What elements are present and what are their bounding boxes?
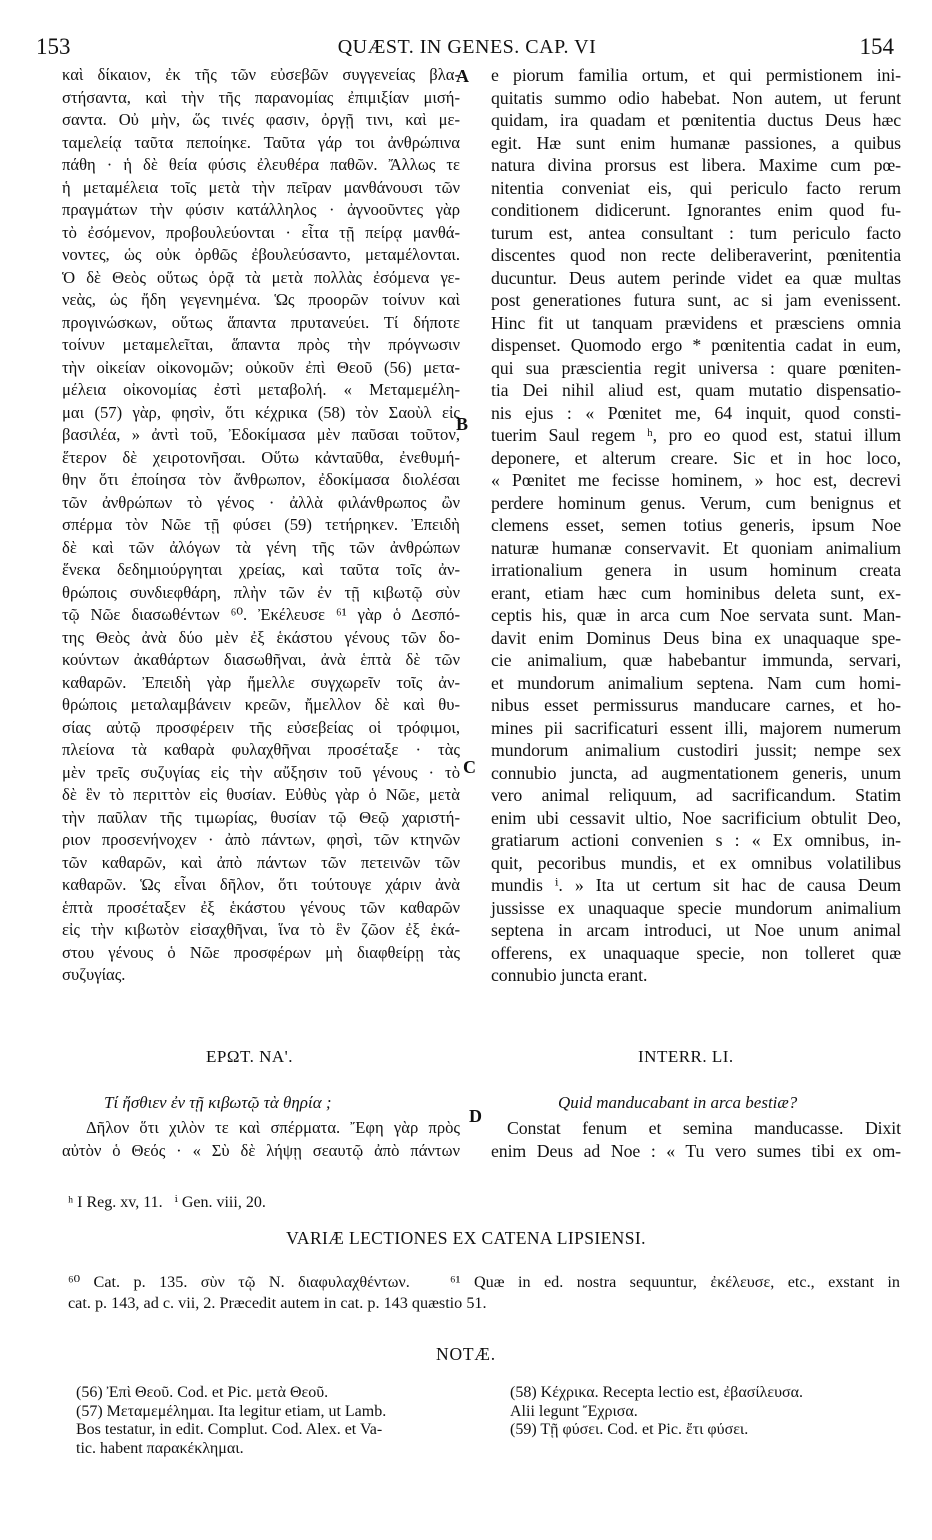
greek-line: νοντες, ὡς οὐκ ὀρθῶς ἐβουλεύσαντο, μεταμέλονται. — [62, 245, 460, 264]
latin-column — [491, 64, 901, 987]
latin-line: clemens esset, semen totius generis, ipsum Noe — [491, 515, 901, 535]
running-title: QUÆST. IN GENES. CAP. VI — [337, 36, 597, 58]
greek-line: συζυγίας. — [62, 965, 126, 984]
latin-line: vero animal reliquum, ad sacrificandum. Statim — [491, 785, 901, 805]
notes-left-column — [76, 1384, 476, 1458]
greek-line: ἕτερον δὲ χειροτονῆσαι. Οὕτω κἀνταῦθα, ἐνεθυμή- — [62, 447, 460, 467]
greek-line: θρώποις συνδιεφθάρη, πλὴν τῶν ἐν τῇ κιβωτῷ σὺν — [62, 582, 460, 602]
page-number-left: 153 — [36, 34, 71, 59]
latin-answer-line: Constat fenum et semina manducasse. Dixit — [507, 1118, 901, 1138]
latin-line: turum est, antea consultant : tum periculo facto — [491, 222, 901, 243]
latin-line: natura divina prorsus est libera. Maxime cum pœ- — [491, 155, 901, 175]
latin-line: deponere, et alterum creare. Sic et in hoc loco, — [491, 447, 901, 468]
latin-line: offerens, ex unaquaque specie, non tolleret quæ — [491, 942, 901, 963]
margin-marker-c: C — [463, 757, 476, 777]
greek-question: Τί ἤσθιεν ἐν τῇ κιβωτῷ τὰ θηρία ; — [104, 1093, 332, 1112]
greek-line: πλείονα τὰ καθαρὰ φυλαχθῆναι προσέταξε · τὰς — [62, 740, 460, 759]
notes-right-column — [510, 1384, 906, 1440]
greek-line: τῶν ἀνθρώπων τὸ γένος · ἀλλὰ φιλάνθρωπος ὢν — [62, 492, 460, 512]
greek-line: κούντων ἀκαθάρτων διασωθῆναι, ἀνὰ ἑπτὰ δὲ τῶν — [62, 650, 460, 669]
latin-line: mines pii sacrificaturi essent illi, majorem numerum — [491, 717, 901, 738]
greek-line: μὲν τρεῖς συζυγίας εἰς τὴν αὔξησιν τοῦ γένους · τὸ — [62, 762, 460, 782]
latin-line: qui sua præscientia regit universa : quare pœniten- — [491, 357, 901, 378]
greek-line: νεὰς, ὡς ἤδη γεγενημένα. Ὡς προορῶν τοίνυν καὶ — [62, 290, 460, 309]
greek-line: δὲ καὶ τῶν ἀλόγων τὰ γένη τῆς τῶν ἀνθρώπων — [62, 537, 460, 557]
note-line: (58) Κέχρικα. Recepta lectio est, ἐβασίλευσα. — [510, 1384, 804, 1401]
greek-line: θην ὅτι ἐποίησα τὸν ἄνθρωπον, ἐδοκίμασα διολέσαι — [62, 470, 460, 489]
latin-line: e piorum familia ortum, et qui permistionem ini- — [491, 65, 901, 85]
latin-line: nitentia conveniat eis, qui periculo facto rerum — [491, 177, 901, 198]
greek-line: τὸ ἐσόμενον, προβουλεύονται · εἶτα τῇ πείρᾳ μανθά- — [62, 222, 460, 242]
greek-line: ἑπτὰ προσέταξεν ἐξ ἑκάστου γένους τῶν καθαρῶν — [62, 897, 460, 917]
greek-line: ταμελείᾳ ταῦτα πεποίηκε. Ταῦτα γάρ τοι ἀνθρώπινα — [62, 132, 460, 152]
latin-line: mundis ⁱ. » Ita ut certum sit hac de causa Deum — [491, 875, 901, 895]
latin-line: irrationalium genera in usum hominum creata — [491, 560, 901, 580]
note-line: (59) Τῇ φύσει. Cod. et Pic. ἔτι φύσει. — [510, 1421, 749, 1438]
latin-line: jussisse ex unaquaque specie mundorum animalium — [491, 897, 901, 918]
page-header — [30, 34, 904, 64]
latin-line: discentes quod non recte deliberaverint, pœnitentia — [491, 245, 901, 265]
latin-line: nis ejus : « Pœnitet me, 64 inquit, quod consti- — [491, 402, 901, 423]
latin-line: post generationes futura sunt, ac si jam evenissent. — [491, 290, 901, 310]
greek-section-heading: ΕΡΩΤ. ΝΑ'. — [206, 1047, 293, 1066]
greek-line: καθαρῶν. Ὡς εἶναι δῆλον, ὅτι τούτουγε χάριν ἀνὰ — [62, 875, 460, 894]
greek-line: τοίνυν μεταμελεῖται, ἅπαντα πρὸς τὴν πρόγνωσιν — [62, 335, 460, 354]
greek-line: τῷ Νῶε διασωθέντων ⁶⁰. Ἐκέλευσε ⁶¹ γὰρ ὁ Δεσπό- — [62, 605, 460, 624]
greek-line: καθαρῶν. Ἐπειδὴ γὰρ ἤμελλε συγχωρεῖν τοῖς ἀν- — [62, 672, 460, 692]
greek-line: στου γένους ὁ Νῶε προσφέρων μὴ διαφθείρῃ τὰς — [62, 942, 460, 962]
note-line: tic. habent παρακέκλημαι. — [76, 1439, 244, 1457]
variae-line: cat. p. 143, ad c. vii, 2. Præcedit autem in cat. p. 143 quæstio 51. — [68, 1294, 487, 1312]
latin-line: conditionem didicerunt. Ignorantes enim quod fu- — [491, 200, 901, 220]
latin-line: ducuntur. Deus autem perinde videt ea quæ multas — [491, 267, 901, 288]
greek-line: καὶ δίκαιον, ἐκ τῆς τῶν εὐσεβῶν συγγενείας βλα- — [62, 65, 460, 84]
latin-question: Quid manducabant in arca bestiæ? — [558, 1093, 798, 1112]
latin-line: connubio juncta erant. — [491, 965, 648, 985]
greek-line: θρώποις μεταλαμβάνειν κρεῶν, ἤμελλον δὲ καὶ θυ- — [62, 695, 460, 714]
margin-marker-b: B — [456, 414, 469, 434]
latin-line: quit, pecoribus mundis, et ex omnibus volatilibus — [491, 852, 901, 873]
greek-line: σίας αὐτῷ προσφέρειν τῆς εὐσεβείας οἱ τρόφιμοι, — [62, 717, 460, 737]
latin-line: quitatis summo odio habebat. Non autem, ut ferunt — [491, 87, 901, 108]
greek-line: σπέρμα τὸν Νῶε τῇ φύσει (59) τετήρηκεν. Ἐπειδὴ — [62, 515, 460, 534]
latin-line: septena in arcam introduci, ut Noe unum animal — [491, 920, 901, 940]
latin-line: mundorum animalium custodiri jussit; nempe sex — [491, 740, 901, 760]
greek-line: μαι (57) γὰρ, φησὶν, ὅτι κέχρικα (58) τὸν Σαοὺλ εἰς — [62, 402, 460, 422]
greek-line: μέλεια οἰκονομίας ἐστὶ μεταβολή. « Μεταμεμέλη- — [62, 380, 460, 399]
greek-line: σαντα. Οὐ μὴν, ὥς τινές φασιν, ὀργῇ τινι, καὶ με- — [62, 110, 460, 129]
latin-answer-line: enim Deus ad Noe : « Tu vero sumes tibi ex om- — [491, 1140, 901, 1161]
note-line: (57) Μεταμεμέλημαι. Ita legitur etiam, ut Lamb. — [76, 1402, 387, 1420]
latin-line: Hinc fit ut tanquam prævidens et præsciens omnia — [491, 312, 901, 333]
latin-line: egit. Hæ sunt enim humanæ passiones, a quibus — [491, 132, 901, 153]
greek-line: στήσαντα, καὶ τὴν τῆς παρανομίας ἐπιμιξίαν μισή- — [62, 87, 460, 107]
greek-line: βασιλέα, » ἀντὶ τοῦ, Ἐδοκίμασα μὲν παῦσαι τοῦτον, — [62, 425, 460, 444]
latin-line: tuerim Saul regem ʰ, pro eo quod est, statui illum — [491, 425, 901, 445]
margin-marker-d: D — [469, 1106, 482, 1126]
margin-marker-a: A — [456, 66, 469, 86]
note-line: Alii legunt Ἔχρισα. — [510, 1402, 638, 1420]
note-line: (56) Ἐπὶ Θεοῦ. Cod. et Pic. μετὰ Θεοῦ. — [76, 1384, 329, 1401]
greek-line: Ὁ δὲ Θεὸς οὕτως ὁρᾷ τὰ μετὰ πολλὰς ἐσόμενα γε- — [62, 267, 460, 287]
variae-line: ⁶⁰ Cat. p. 135. σὺν τῷ Ν. διαφυλαχθέντων. ⁶¹ Quæ in ed. nostra sequuntur, ἐκέλευσε, etc., exstant in — [68, 1273, 900, 1291]
latin-line: perdere hominum genus. Verum, cum benignus et — [491, 492, 901, 513]
greek-answer-line: Δῆλον ὅτι χιλὸν τε καὶ σπέρματα. Ἔφη γὰρ πρὸς — [86, 1118, 460, 1137]
greek-answer — [62, 1117, 460, 1162]
latin-line: tia Dei nihil aliud est, quam mutatio dispensatio- — [491, 380, 901, 400]
variae-title: VARIÆ LECTIONES EX CATENA LIPSIENSI. — [286, 1228, 646, 1248]
latin-line: et mundorum animalium septena. Nam cum homi- — [491, 672, 901, 693]
variae-lectiones — [68, 1272, 900, 1314]
latin-line: quidam, ira quadam et pœnitentia ductus Deus hæc — [491, 110, 901, 130]
latin-line: enim ubi cessavit ultio, Noe sacrificium obtulit Deo, — [491, 807, 901, 828]
greek-answer-line: αὐτὸν ὁ Θεός · « Σὺ δὲ λήψῃ σεαυτῷ ἀπὸ πάντων — [62, 1140, 460, 1160]
greek-line: τὴν παῦλαν τῆς τιμωρίας, θυσίαν τῷ Θεῷ χαριστή- — [62, 807, 460, 827]
latin-line: dispenset. Quomodo ergo * pœnitentia cadat in eum, — [491, 335, 901, 355]
greek-line: προγινώσκων, οὕτως ἅπαντα πρυτανεύει. Τί δήποτε — [62, 312, 460, 332]
latin-line: davit enim Dominus Deus bina ex unaquaque spe- — [491, 627, 901, 648]
greek-line: ριον προσενήνοχεν · ἀπὸ πάντων, φησὶ, τῶν κτηνῶν — [62, 830, 460, 849]
latin-line: ceptis his, quæ in arca cum Noe servata sunt. Man- — [491, 605, 901, 625]
latin-section-heading: INTERR. LI. — [638, 1047, 734, 1066]
greek-line: εἰς τὴν κιβωτὸν εἰσαχθῆναι, ἵνα τὸ ἓν ζῶον ἐξ ἑκά- — [62, 920, 460, 939]
notae-title: NOTÆ. — [436, 1344, 496, 1364]
page-number-right: 154 — [859, 34, 894, 59]
latin-line: nibus esset permissurus manducare carnes, et ho- — [491, 695, 901, 715]
greek-line: ἕνεκα δεδημιούργηται χρείας, καὶ ταῦτα τοῖς ἀν- — [62, 560, 460, 579]
latin-line: gratiarum actioni convenien s : « Ex omnibus, in- — [491, 830, 901, 850]
latin-line: « Pœnitet me fecisse hominem, » hoc est, decrevi — [491, 470, 901, 490]
greek-column — [62, 64, 460, 987]
greek-line: της Θεὸς ἀνὰ δύο μὲν ἐξ ἑκάστου γένους τῶν δο- — [62, 627, 460, 647]
latin-line: naturæ humanæ conservavit. Et quoniam animalium — [491, 537, 901, 558]
greek-line: ἡ μεταμέλεια τοῖς μετὰ τὴν πεῖραν μανθάνουσι τῶν — [62, 177, 460, 197]
latin-line: erant, etiam hæc cum hominibus deleta sunt, ex- — [491, 582, 901, 603]
greek-line: τὴν οἰκείαν οἰκονομῶν; οὐκοῦν ἐπὶ Θεοῦ (56) μετα- — [62, 357, 460, 377]
note-line: Bos testatur, in edit. Complut. Cod. Alex. et Va- — [76, 1421, 383, 1438]
latin-line: connubio juncta, ad augmentationem generis, unum — [491, 762, 901, 783]
greek-line: τῶν καθαρῶν, καὶ ἀπὸ πάντων τῶν πετεινῶν τῶν — [62, 852, 460, 872]
greek-line: πάθη · ἡ δὲ θεία φύσις ἐλευθέρα παθῶν. Ἄλλως τε — [62, 155, 460, 174]
latin-line: cie animalium, quæ habebantur immunda, servari, — [491, 650, 901, 670]
footnote-references: ʰ I Reg. xv, 11. ⁱ Gen. viii, 20. — [68, 1194, 266, 1211]
greek-line: πραγμάτων τὴν φύσιν κατάλληλος · ἀγνοοῦντες γὰρ — [62, 200, 460, 219]
latin-answer — [491, 1117, 901, 1162]
greek-line: δὲ ἓν τὸ περιττὸν εἰς θυσίαν. Εὐθὺς γὰρ ὁ Νῶε, μετὰ — [62, 785, 460, 804]
